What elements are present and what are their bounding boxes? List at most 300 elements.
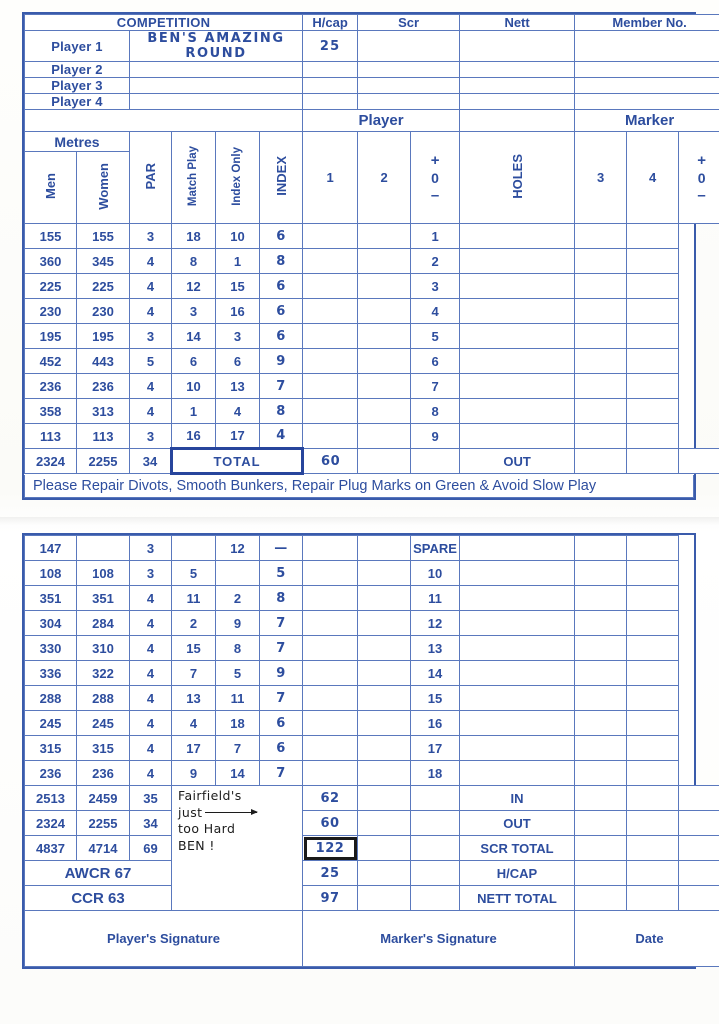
player-4-label: Player 4 bbox=[25, 94, 130, 110]
hcap-marker3[interactable] bbox=[575, 861, 627, 886]
cell-player1-score[interactable]: 7 bbox=[260, 636, 303, 661]
cell-marker4[interactable] bbox=[575, 636, 627, 661]
hcap-marker-pm[interactable] bbox=[679, 861, 719, 886]
cell-marker3[interactable] bbox=[460, 636, 575, 661]
cell-player1-score[interactable]: 8 bbox=[260, 399, 303, 424]
cell-marker-pm[interactable] bbox=[627, 761, 679, 786]
cell-hole: 13 bbox=[411, 636, 460, 661]
group-player-label: Player bbox=[303, 110, 460, 132]
cell-men: 113 bbox=[25, 424, 77, 449]
cell-player2-score[interactable] bbox=[303, 299, 358, 324]
summary-marker-pm[interactable] bbox=[679, 811, 719, 836]
cell-men: 315 bbox=[25, 736, 77, 761]
player-2-hcap[interactable] bbox=[303, 62, 358, 78]
cell-par: 4 bbox=[130, 761, 172, 786]
cell-player2-score[interactable] bbox=[303, 736, 358, 761]
col-par-header: PAR bbox=[130, 132, 172, 224]
cell-marker3[interactable] bbox=[460, 561, 575, 586]
summary-player-pm[interactable] bbox=[411, 786, 460, 811]
player-1-scr[interactable] bbox=[358, 31, 460, 62]
cell-marker-pm[interactable] bbox=[627, 711, 679, 736]
cell-marker3[interactable] bbox=[460, 661, 575, 686]
cell-index: 5 bbox=[216, 661, 260, 686]
back-nine-table bbox=[24, 535, 719, 967]
cell-marker4[interactable] bbox=[575, 736, 627, 761]
cell-marker3[interactable] bbox=[460, 761, 575, 786]
cell-match-play: 7 bbox=[172, 661, 216, 686]
cell-match-play: 16 bbox=[172, 424, 216, 449]
cell-marker4[interactable] bbox=[575, 424, 627, 449]
table-row bbox=[25, 761, 719, 786]
cell-hole: 6 bbox=[411, 349, 460, 374]
cell-marker3[interactable] bbox=[460, 611, 575, 636]
cell-match-play: 5 bbox=[172, 561, 216, 586]
cell-match-play: 3 bbox=[172, 299, 216, 324]
cell-marker-pm[interactable] bbox=[627, 561, 679, 586]
cell-marker3[interactable] bbox=[460, 324, 575, 349]
cell-marker-pm[interactable] bbox=[627, 299, 679, 324]
player-row-2 bbox=[25, 62, 719, 78]
cell-par: 4 bbox=[130, 686, 172, 711]
cell-marker3[interactable] bbox=[460, 274, 575, 299]
handwritten-note bbox=[172, 786, 303, 911]
cell-player-pm[interactable] bbox=[358, 349, 411, 374]
cell-par: 4 bbox=[130, 711, 172, 736]
cell-marker4[interactable] bbox=[575, 611, 627, 636]
cell-women: 288 bbox=[77, 686, 130, 711]
cell-marker-pm[interactable] bbox=[627, 274, 679, 299]
cell-player1-score[interactable]: 6 bbox=[260, 274, 303, 299]
cell-marker-pm[interactable] bbox=[627, 399, 679, 424]
cell-women: 195 bbox=[77, 324, 130, 349]
table-row bbox=[25, 661, 719, 686]
cell-index: 9 bbox=[216, 611, 260, 636]
player-1-hcap[interactable]: 25 bbox=[303, 31, 358, 62]
cell-player-pm[interactable] bbox=[358, 686, 411, 711]
col-marker-plusminus-header bbox=[679, 132, 719, 224]
total-marker4[interactable] bbox=[627, 449, 679, 474]
cell-marker4[interactable] bbox=[575, 374, 627, 399]
header-scr: Scr bbox=[358, 15, 460, 31]
cell-index: 4 bbox=[216, 399, 260, 424]
cell-player-pm[interactable] bbox=[358, 399, 411, 424]
cell-player1-score[interactable]: 9 bbox=[260, 661, 303, 686]
cell-hole: 3 bbox=[411, 274, 460, 299]
cell-player2-score[interactable] bbox=[303, 224, 358, 249]
cell-player1-score[interactable]: 5 bbox=[260, 561, 303, 586]
cell-match-play: 6 bbox=[172, 349, 216, 374]
cell-player-pm[interactable] bbox=[358, 711, 411, 736]
cell-player1-score[interactable]: 6 bbox=[260, 224, 303, 249]
cell-marker4[interactable] bbox=[575, 224, 627, 249]
cell-player2-score[interactable] bbox=[303, 636, 358, 661]
player-3-name[interactable] bbox=[130, 78, 303, 94]
cell-par: 3 bbox=[130, 224, 172, 249]
player-2-nett[interactable] bbox=[460, 62, 575, 78]
zero-icon-marker: 0 bbox=[697, 169, 706, 186]
group-marker-label: Marker bbox=[575, 110, 719, 132]
cell-marker4[interactable] bbox=[575, 274, 627, 299]
note-line-4: BEN ! bbox=[178, 837, 215, 853]
cell-par: 4 bbox=[130, 249, 172, 274]
cell-player-pm[interactable] bbox=[358, 324, 411, 349]
nett-total-player1-value[interactable]: 97 bbox=[303, 886, 358, 911]
note-line-2: just bbox=[178, 804, 203, 820]
cell-men: 236 bbox=[25, 374, 77, 399]
cell-index: 2 bbox=[216, 586, 260, 611]
metres-label: Metres bbox=[25, 132, 130, 152]
cell-women: 313 bbox=[77, 399, 130, 424]
hcap-marker4[interactable] bbox=[627, 861, 679, 886]
total-marker-pm[interactable] bbox=[679, 449, 719, 474]
cell-player2-score[interactable] bbox=[303, 686, 358, 711]
cell-hole: 7 bbox=[411, 374, 460, 399]
cell-player-pm[interactable] bbox=[358, 761, 411, 786]
player-1-member-no[interactable] bbox=[575, 31, 719, 62]
cell-player2-score[interactable] bbox=[303, 274, 358, 299]
scorecard-back-nine bbox=[22, 533, 696, 969]
summary-women: 2255 bbox=[77, 811, 130, 836]
cell-match-play: 15 bbox=[172, 636, 216, 661]
cell-par: 4 bbox=[130, 736, 172, 761]
cell-hole: 8 bbox=[411, 399, 460, 424]
cell-par: 4 bbox=[130, 299, 172, 324]
player-4-hcap[interactable] bbox=[303, 94, 358, 110]
cell-women: 236 bbox=[77, 761, 130, 786]
col-women-header: Women bbox=[77, 152, 130, 224]
player-3-member-no[interactable] bbox=[575, 78, 719, 94]
cell-player2-score[interactable] bbox=[303, 424, 358, 449]
cell-player-pm[interactable] bbox=[358, 249, 411, 274]
cell-par: 4 bbox=[130, 399, 172, 424]
cell-marker4[interactable] bbox=[575, 249, 627, 274]
cell-player-pm[interactable] bbox=[358, 561, 411, 586]
summary-player-pm[interactable] bbox=[411, 811, 460, 836]
cell-player1-score[interactable]: 7 bbox=[260, 374, 303, 399]
cell-player-pm[interactable] bbox=[358, 274, 411, 299]
cell-marker3[interactable] bbox=[460, 224, 575, 249]
cell-marker4[interactable] bbox=[575, 761, 627, 786]
cell-women: 236 bbox=[77, 374, 130, 399]
cell-marker4[interactable] bbox=[575, 711, 627, 736]
group-blank-left bbox=[25, 110, 303, 132]
cell-marker4[interactable] bbox=[575, 349, 627, 374]
table-row bbox=[25, 611, 719, 636]
cell-player-pm[interactable] bbox=[358, 736, 411, 761]
zero-icon: 0 bbox=[431, 169, 439, 186]
cell-marker3[interactable] bbox=[460, 586, 575, 611]
cell-player1-score[interactable]: — bbox=[260, 536, 303, 561]
cell-marker3[interactable] bbox=[460, 424, 575, 449]
nett-total-player-pm[interactable] bbox=[411, 886, 460, 911]
cell-marker-pm[interactable] bbox=[627, 536, 679, 561]
cell-marker-pm[interactable] bbox=[627, 636, 679, 661]
col-men-header: Men bbox=[25, 152, 77, 224]
cell-player1-score[interactable]: 8 bbox=[260, 586, 303, 611]
cell-player1-score[interactable]: 4 bbox=[260, 424, 303, 449]
cell-marker-pm[interactable] bbox=[627, 736, 679, 761]
cell-match-play: 2 bbox=[172, 611, 216, 636]
cell-match-play: 8 bbox=[172, 249, 216, 274]
cell-player2-score[interactable] bbox=[303, 249, 358, 274]
date-field[interactable]: Date bbox=[575, 911, 719, 967]
cell-marker-pm[interactable] bbox=[627, 349, 679, 374]
cell-men: 336 bbox=[25, 661, 77, 686]
cell-men: 245 bbox=[25, 711, 77, 736]
player-2-member-no[interactable] bbox=[575, 62, 719, 78]
cell-marker3[interactable] bbox=[460, 349, 575, 374]
cell-marker3[interactable] bbox=[460, 711, 575, 736]
total-player2-score[interactable] bbox=[358, 449, 411, 474]
summary-hole-scr-total: SCR TOTAL bbox=[460, 836, 575, 861]
cell-player-pm[interactable] bbox=[358, 586, 411, 611]
nett-total-marker-pm[interactable] bbox=[679, 886, 719, 911]
total-marker3[interactable] bbox=[575, 449, 627, 474]
cell-player2-score[interactable] bbox=[303, 561, 358, 586]
player-2-scr[interactable] bbox=[358, 62, 460, 78]
plus-icon: + bbox=[430, 151, 440, 169]
col-match-play-header: Match Play bbox=[172, 132, 216, 224]
summary-men: 2324 bbox=[25, 811, 77, 836]
cell-women: 230 bbox=[77, 299, 130, 324]
summary-marker4[interactable] bbox=[627, 836, 679, 861]
cell-hole: SPARE bbox=[411, 536, 460, 561]
summary-marker-pm[interactable] bbox=[679, 786, 719, 811]
cell-marker4[interactable] bbox=[575, 586, 627, 611]
cell-women: 322 bbox=[77, 661, 130, 686]
cell-player-pm[interactable] bbox=[358, 424, 411, 449]
player-4-scr[interactable] bbox=[358, 94, 460, 110]
cell-marker3[interactable] bbox=[460, 249, 575, 274]
cell-women: 351 bbox=[77, 586, 130, 611]
summary-player1-score[interactable]: 62 bbox=[303, 786, 358, 811]
cell-player1-score[interactable]: 7 bbox=[260, 611, 303, 636]
cell-player2-score[interactable] bbox=[303, 611, 358, 636]
cell-marker4[interactable] bbox=[575, 686, 627, 711]
marker-signature-field[interactable]: Marker's Signature bbox=[303, 911, 575, 967]
cell-hole: 5 bbox=[411, 324, 460, 349]
nett-total-marker4[interactable] bbox=[627, 886, 679, 911]
cell-women: 245 bbox=[77, 711, 130, 736]
nett-total-marker3[interactable] bbox=[575, 886, 627, 911]
hcap-player1-value[interactable]: 25 bbox=[303, 861, 358, 886]
summary-player2-score[interactable] bbox=[358, 786, 411, 811]
total-par: 34 bbox=[130, 449, 172, 474]
cell-women: 108 bbox=[77, 561, 130, 586]
summary-marker4[interactable] bbox=[627, 786, 679, 811]
player-3-nett[interactable] bbox=[460, 78, 575, 94]
cell-match-play: 10 bbox=[172, 374, 216, 399]
cell-marker3[interactable] bbox=[460, 736, 575, 761]
summary-hole-out: OUT bbox=[460, 811, 575, 836]
summary-par: 34 bbox=[130, 811, 172, 836]
arrow-icon bbox=[205, 812, 257, 813]
table-row bbox=[25, 324, 719, 349]
player-4-name[interactable] bbox=[130, 94, 303, 110]
cell-men: 358 bbox=[25, 399, 77, 424]
cell-player-pm[interactable] bbox=[358, 224, 411, 249]
summary-marker4[interactable] bbox=[627, 811, 679, 836]
cell-men: 230 bbox=[25, 299, 77, 324]
cell-player2-score[interactable] bbox=[303, 661, 358, 686]
cell-player1-score[interactable]: 7 bbox=[260, 761, 303, 786]
cell-index: 14 bbox=[216, 761, 260, 786]
cell-par: 4 bbox=[130, 274, 172, 299]
cell-marker3[interactable] bbox=[460, 536, 575, 561]
cell-player2-score[interactable] bbox=[303, 399, 358, 424]
cell-marker-pm[interactable] bbox=[627, 424, 679, 449]
cell-par: 4 bbox=[130, 661, 172, 686]
summary-women: 4714 bbox=[77, 836, 130, 861]
cell-player-pm[interactable] bbox=[358, 661, 411, 686]
cell-player-pm[interactable] bbox=[358, 536, 411, 561]
cell-marker-pm[interactable] bbox=[627, 374, 679, 399]
cell-player-pm[interactable] bbox=[358, 374, 411, 399]
col-index-only-header: Index Only bbox=[216, 132, 260, 224]
cell-par: 4 bbox=[130, 586, 172, 611]
cell-marker3[interactable] bbox=[460, 299, 575, 324]
cell-player1-score[interactable]: 6 bbox=[260, 299, 303, 324]
summary-men: 2513 bbox=[25, 786, 77, 811]
cell-player2-score[interactable] bbox=[303, 586, 358, 611]
total-women: 2255 bbox=[77, 449, 130, 474]
cell-marker3[interactable] bbox=[460, 686, 575, 711]
player-3-hcap[interactable] bbox=[303, 78, 358, 94]
ccr-value: CCR 63 bbox=[25, 886, 172, 911]
cell-player1-score[interactable]: 6 bbox=[260, 324, 303, 349]
table-row bbox=[25, 274, 719, 299]
col-marker4-header: 4 bbox=[627, 132, 679, 224]
cell-match-play: 1 bbox=[172, 399, 216, 424]
player-signature-field[interactable]: Player's Signature bbox=[25, 911, 303, 967]
hcap-player2-value[interactable] bbox=[358, 861, 411, 886]
table-row bbox=[25, 536, 719, 561]
player-2-name[interactable] bbox=[130, 62, 303, 78]
cell-match-play: 13 bbox=[172, 686, 216, 711]
cell-hole: 16 bbox=[411, 711, 460, 736]
cell-marker-pm[interactable] bbox=[627, 586, 679, 611]
cell-match-play: 4 bbox=[172, 711, 216, 736]
cell-hole: 12 bbox=[411, 611, 460, 636]
cell-match-play: 9 bbox=[172, 761, 216, 786]
cell-marker4[interactable] bbox=[575, 399, 627, 424]
cell-men: 360 bbox=[25, 249, 77, 274]
cell-marker4[interactable] bbox=[575, 324, 627, 349]
table-row bbox=[25, 736, 719, 761]
cell-match-play: 12 bbox=[172, 274, 216, 299]
player-1-label: Player 1 bbox=[25, 31, 130, 62]
cell-men: 330 bbox=[25, 636, 77, 661]
cell-women: 155 bbox=[77, 224, 130, 249]
total-player1-score[interactable]: 60 bbox=[303, 449, 358, 474]
player-1-name[interactable]: BEN'S AMAZING ROUND bbox=[130, 31, 303, 62]
hcap-player-pm[interactable] bbox=[411, 861, 460, 886]
cell-men: 155 bbox=[25, 224, 77, 249]
cell-par: 3 bbox=[130, 324, 172, 349]
cell-match-play bbox=[172, 536, 216, 561]
cell-player1-score[interactable]: 8 bbox=[260, 249, 303, 274]
summary-men: 4837 bbox=[25, 836, 77, 861]
cell-marker-pm[interactable] bbox=[627, 661, 679, 686]
summary-player-pm[interactable] bbox=[411, 836, 460, 861]
nett-total-player2-value[interactable] bbox=[358, 886, 411, 911]
summary-player2-score[interactable] bbox=[358, 811, 411, 836]
cell-match-play: 17 bbox=[172, 736, 216, 761]
scr-total-player1-score[interactable]: 122 bbox=[303, 836, 358, 861]
total-player-pm[interactable] bbox=[411, 449, 460, 474]
summary-marker3[interactable] bbox=[575, 811, 627, 836]
cell-player2-score[interactable] bbox=[303, 711, 358, 736]
cell-player-pm[interactable] bbox=[358, 611, 411, 636]
cell-men: 452 bbox=[25, 349, 77, 374]
cell-player2-score[interactable] bbox=[303, 324, 358, 349]
cell-marker-pm[interactable] bbox=[627, 324, 679, 349]
summary-marker3[interactable] bbox=[575, 786, 627, 811]
cell-marker-pm[interactable] bbox=[627, 611, 679, 636]
cell-player1-score[interactable]: 7 bbox=[260, 686, 303, 711]
player-2-label: Player 2 bbox=[25, 62, 130, 78]
table-row bbox=[25, 224, 719, 249]
cell-marker3[interactable] bbox=[460, 399, 575, 424]
summary-player2-score[interactable] bbox=[358, 836, 411, 861]
cell-player1-score[interactable]: 6 bbox=[260, 736, 303, 761]
cell-player-pm[interactable] bbox=[358, 299, 411, 324]
table-row bbox=[25, 586, 719, 611]
cell-marker4[interactable] bbox=[575, 536, 627, 561]
cell-marker3[interactable] bbox=[460, 374, 575, 399]
cell-hole: 9 bbox=[411, 424, 460, 449]
cell-marker-pm[interactable] bbox=[627, 224, 679, 249]
cell-men: 147 bbox=[25, 536, 77, 561]
cell-player2-score[interactable] bbox=[303, 761, 358, 786]
cell-player2-score[interactable] bbox=[303, 349, 358, 374]
cell-player2-score[interactable] bbox=[303, 374, 358, 399]
cell-hole: 17 bbox=[411, 736, 460, 761]
table-row bbox=[25, 686, 719, 711]
competition-row bbox=[25, 15, 719, 31]
awcr-value: AWCR 67 bbox=[25, 861, 172, 886]
player-3-scr[interactable] bbox=[358, 78, 460, 94]
table-row bbox=[25, 399, 719, 424]
cell-marker4[interactable] bbox=[575, 561, 627, 586]
total-hole-out: OUT bbox=[460, 449, 575, 474]
awcr-row bbox=[25, 861, 719, 886]
summary-marker-pm[interactable] bbox=[679, 836, 719, 861]
cell-par: 3 bbox=[130, 424, 172, 449]
cell-hole: 14 bbox=[411, 661, 460, 686]
cell-player1-score[interactable]: 9 bbox=[260, 349, 303, 374]
cell-index: 17 bbox=[216, 424, 260, 449]
table-row bbox=[25, 299, 719, 324]
cell-player-pm[interactable] bbox=[358, 636, 411, 661]
player-3-label: Player 3 bbox=[25, 78, 130, 94]
cell-player2-score[interactable] bbox=[303, 536, 358, 561]
cell-women: 315 bbox=[77, 736, 130, 761]
summary-player1-score[interactable]: 60 bbox=[303, 811, 358, 836]
front-nine-table bbox=[24, 14, 719, 475]
cell-hole: 10 bbox=[411, 561, 460, 586]
player-1-nett[interactable] bbox=[460, 31, 575, 62]
summary-marker3[interactable] bbox=[575, 836, 627, 861]
player-4-member-no[interactable] bbox=[575, 94, 719, 110]
cell-marker4[interactable] bbox=[575, 661, 627, 686]
cell-marker-pm[interactable] bbox=[627, 249, 679, 274]
cell-marker4[interactable] bbox=[575, 299, 627, 324]
cell-par: 4 bbox=[130, 374, 172, 399]
cell-marker-pm[interactable] bbox=[627, 686, 679, 711]
player-4-nett[interactable] bbox=[460, 94, 575, 110]
cell-player1-score[interactable]: 6 bbox=[260, 711, 303, 736]
